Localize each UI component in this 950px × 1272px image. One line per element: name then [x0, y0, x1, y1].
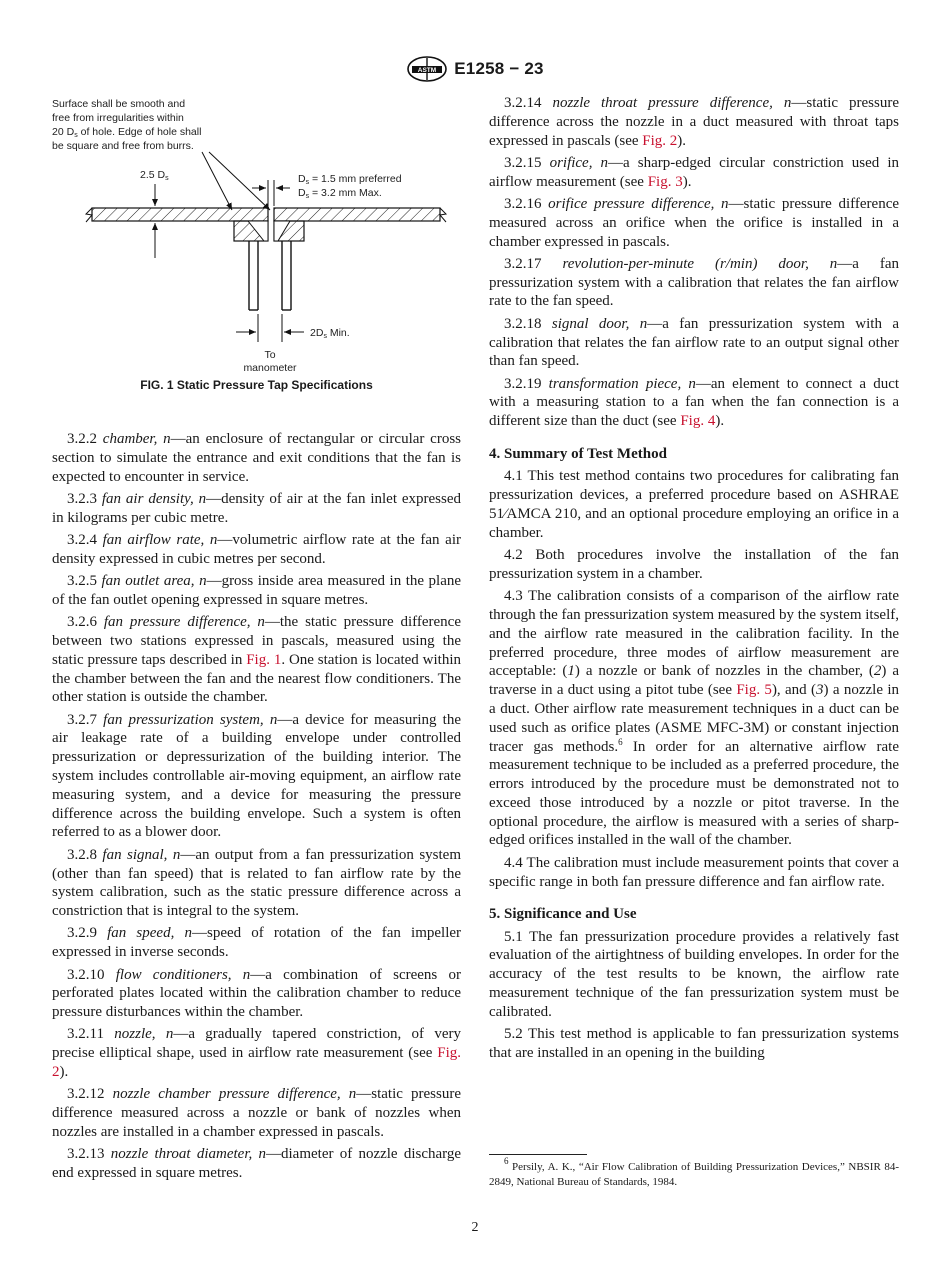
- definition-3-2-13: 3.2.13 nozzle throat diameter, n—diameter of nozzle discharge end expressed in square metres.: [52, 1146, 462, 1181]
- svg-text:be square and free from burrs.: be square and free from burrs.: [52, 140, 194, 152]
- page-number: 2: [471, 1220, 479, 1235]
- definition-3-2-12: 3.2.12 nozzle chamber pressure difference, n—static pressure difference measured across a nozzle or bank of nozzles when nozzles are installed in a chamber expressed in pascals.: [52, 1086, 461, 1140]
- fig-1-link[interactable]: Fig. 1: [246, 651, 282, 668]
- plate: [86, 208, 446, 241]
- dim-2-5-ds: 2.5 Ds: [140, 169, 169, 182]
- definition-3-2-9: 3.2.9 fan speed, n—speed of rotation of the fan impeller expressed in inverse seconds.: [52, 925, 462, 961]
- label-manometer: manometer: [243, 362, 297, 374]
- fig-2-link[interactable]: Fig. 2: [642, 132, 678, 149]
- footnote-ref-6[interactable]: 6: [618, 736, 623, 747]
- definition-3-2-14: 3.2.14 nozzle throat pressure difference, n—static pressure difference across the nozzle in a duct measured with throat taps expressed in pascals (see Fig. 2).: [489, 95, 900, 149]
- definition-3-2-11: 3.2.11 nozzle, n—a gradually tapered constriction, of very precise elliptical shape, used in airflow rate measurement (see Fig. 2).: [52, 1026, 462, 1080]
- astm-logo-text: ASTM: [418, 67, 437, 75]
- section-4-heading: 4. Summary of Test Method: [489, 446, 667, 463]
- definition-3-2-2: 3.2.2 chamber, n—an enclosure of rectangular or circular cross section to simulate the entrance and exit conditions that the fan is expected to encounter in service.: [52, 431, 462, 485]
- right-column: [489, 94, 899, 1063]
- left-column: [52, 430, 461, 1183]
- figure-caption: FIG. 1 Static Pressure Tap Specifications: [140, 378, 373, 392]
- definition-3-2-19: 3.2.19 transformation piece, n—an element to connect a duct with a measuring station to a fan when the fan connection is a different size than the duct (see Fig. 4).: [489, 375, 900, 430]
- svg-text:free from irregularities withi: free from irregularities within: [52, 112, 184, 124]
- svg-text:Ds = 1.5 mm preferred: Ds = 1.5 mm preferred: [298, 173, 402, 186]
- section-5-heading: 5. Significance and Use: [489, 906, 637, 923]
- definition-3-2-7: 3.2.7 fan pressurization system, n—a device for measuring the air leakage rate of a building envelope under controlled pressurization or depressurization of the building interior. The system includes controllable air-moving equipment, an airflow rate measuring system, and a device for measuring the pressure difference across the building envelope. Such a system is often referred to as a blower door.: [52, 711, 462, 841]
- definition-3-2-6: 3.2.6 fan pressure difference, n—the static pressure difference between two stations expressed in pascals, measured using the static pressure taps described in Fig. 1. One station is located within the chamber between the fan and the nearest flow conditioners. The other station is outside the chamber.: [52, 614, 461, 706]
- paragraph-4-2: 4.2 Both procedures involve the installation of the fan pressurization system in a chamber.: [489, 547, 899, 582]
- fig-3-link[interactable]: Fig. 3: [647, 173, 683, 190]
- astm-logo-icon: [406, 56, 448, 82]
- tube: [249, 241, 291, 310]
- figure-note: [52, 98, 201, 152]
- fig-2-link[interactable]: Fig. 2: [52, 1045, 461, 1080]
- paragraph-4-4: 4.4 The calibration must include measurement points that cover a specific range in both fan pressure difference and fan airflow rate.: [489, 854, 899, 890]
- document-designation: E1258 − 23: [454, 59, 544, 78]
- dim-2ds-min: 2Ds Min.: [310, 327, 350, 340]
- paragraph-5-2: 5.2 This test method is applicable to fan pressurization systems that are installed in an opening in the building: [489, 1026, 899, 1061]
- definition-3-2-17: 3.2.17 revolution-per-minute (r/min) door, n—a fan pressurization system with a calibration that relates the fan airflow rate to the fan speed.: [489, 255, 900, 310]
- page-header: [0, 56, 950, 82]
- ds-dimensions: [298, 173, 402, 200]
- paragraph-4-1: 4.1 This test method contains two procedures for calibrating fan pressurization devices, a preferred procedure based on ASHRAE 51⁄AMCA 210, and an optional procedure employing an orifice in a chamber.: [489, 468, 899, 541]
- definition-3-2-18: 3.2.18 signal door, n—a fan pressurization system with a calibration that relates the fan airflow rate to an output signal other than fan speed.: [489, 315, 899, 370]
- definition-3-2-5: 3.2.5 fan outlet area, n—gross inside area measured in the plane of the fan outlet opening expressed in square metres.: [52, 573, 462, 608]
- definition-3-2-3: 3.2.3 fan air density, n—density of air at the fan inlet expressed in kilograms per cubic metre.: [52, 490, 462, 526]
- definition-3-2-8: 3.2.8 fan signal, n—an output from a fan pressurization system (other than fan speed) that is related to fan airflow rate by the system calibration, such as the static pressure difference across a constriction that is integral to the system.: [52, 846, 461, 920]
- paragraph-5-1: 5.1 The fan pressurization procedure provides a relatively fast evaluation of the airtightness of building envelopes. In order for the accuracy of the test results to be known, the airflow rate measurement technique of the fan pressurization system must be calibrated.: [489, 928, 899, 1020]
- fig-4-link[interactable]: Fig. 4: [680, 413, 716, 430]
- definition-3-2-15: 3.2.15 orifice, n—a sharp-edged circular constriction used in airflow measurement (see Fig. 3).: [489, 154, 900, 190]
- definition-3-2-16: 3.2.16 orifice pressure difference, n—static pressure difference measured across an orifice when the orifice is installed in a chamber expressed in pascals.: [489, 195, 900, 250]
- paragraph-4-3: 4.3 The calibration consists of a comparison of the airflow rate through the fan pressurization system measured by the system itself, and the airflow rate measured in the calibration facility. In the preferred procedure, three modes of airflow measurement are acceptable: (1) a nozzle or bank of nozzles in the chamber, (2) a traverse in a duct using a pitot tube (see Fig. 5), and (3) a nozzle in a duct. Other airflow rate measurement techniques in a duct can be used such as orifice plates (ASME MFC-3M) or constant injection tracer gas methods.$^6$ In order for an alternative airflow rate measurement technique to be included as a preferred procedure, the errors introduced by the procedure must be demonstrated not to exceed those introduced by a nozzle or pitot traverse. In the optional procedure, the airflow is measured with a series of sharp-edged orifices installed in the wall of the chamber.: [489, 588, 899, 849]
- footnote-divider: [489, 1154, 587, 1155]
- svg-text:Ds = 3.2 mm Max.: Ds = 3.2 mm Max.: [298, 187, 382, 200]
- definition-3-2-10: 3.2.10 flow conditioners, n—a combination of screens or perforated plates located within the calibration chamber to reduce pressure disturbances within the chamber.: [52, 966, 462, 1021]
- figure-1-static-pressure-tap: [52, 92, 461, 380]
- footnote-6: $^6$ Persily, A. K., “Air Flow Calibration of Building Pressurization Devices,” NBSIR 84-2849, National Bureau of Standards, 1984.: [489, 1156, 899, 1188]
- label-to: To: [264, 349, 276, 361]
- svg-text:20 Ds of hole. Edge of hole sh: 20 Ds of hole. Edge of hole shall: [52, 126, 202, 139]
- svg-text:Surface shall be smooth and: Surface shall be smooth and: [52, 98, 186, 110]
- definition-3-2-4: 3.2.4 fan airflow rate, n—volumetric airflow rate at the fan air density expressed in cubic metres per second.: [52, 531, 461, 567]
- fig-5-link[interactable]: Fig. 5: [736, 682, 772, 699]
